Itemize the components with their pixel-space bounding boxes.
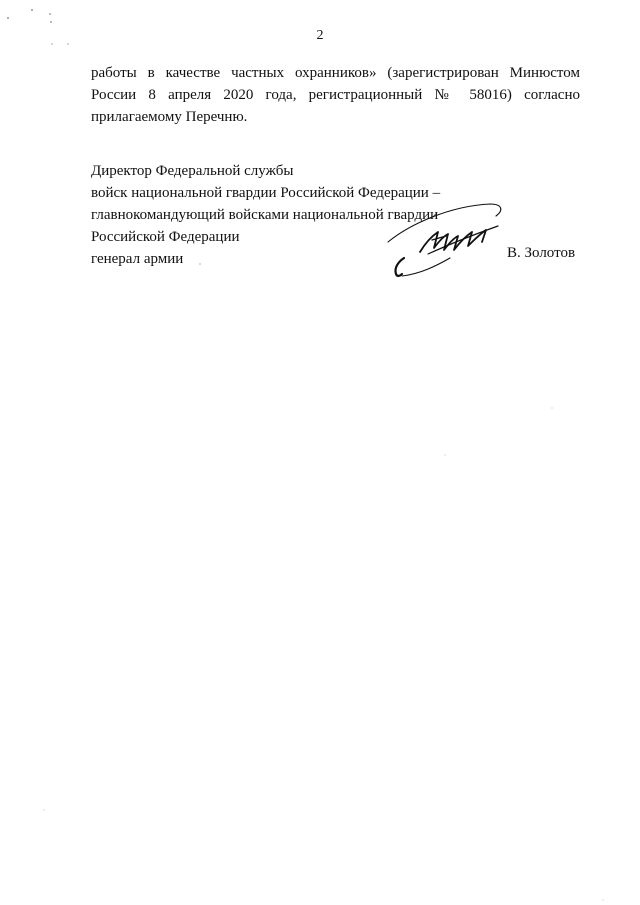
signatory-title-line-2: войск национальной гвардии Российской Федерации – xyxy=(91,185,441,201)
paragraph-line-3: прилагаемому Перечню. xyxy=(91,109,248,125)
body-paragraph xyxy=(91,62,580,128)
paragraph-line-2: России 8 апреля 2020 года, регистрационный № 58016) согласно xyxy=(91,87,580,103)
paragraph-line-1: работы в качестве частных охранников» (зарегистрирован Минюстом xyxy=(91,65,580,81)
signatory-title-line-4: Российской Федерации xyxy=(91,229,240,245)
page-number: 2 xyxy=(316,28,324,43)
signatory-rank: генерал армии xyxy=(91,251,184,267)
signatory-title-line-3: главнокомандующий войсками национальной гвардии xyxy=(91,207,439,223)
signatory-title-line-1: Директор Федеральной службы xyxy=(91,163,294,179)
handwritten-signature xyxy=(380,196,510,286)
signer-name: В. Золотов xyxy=(507,245,576,261)
